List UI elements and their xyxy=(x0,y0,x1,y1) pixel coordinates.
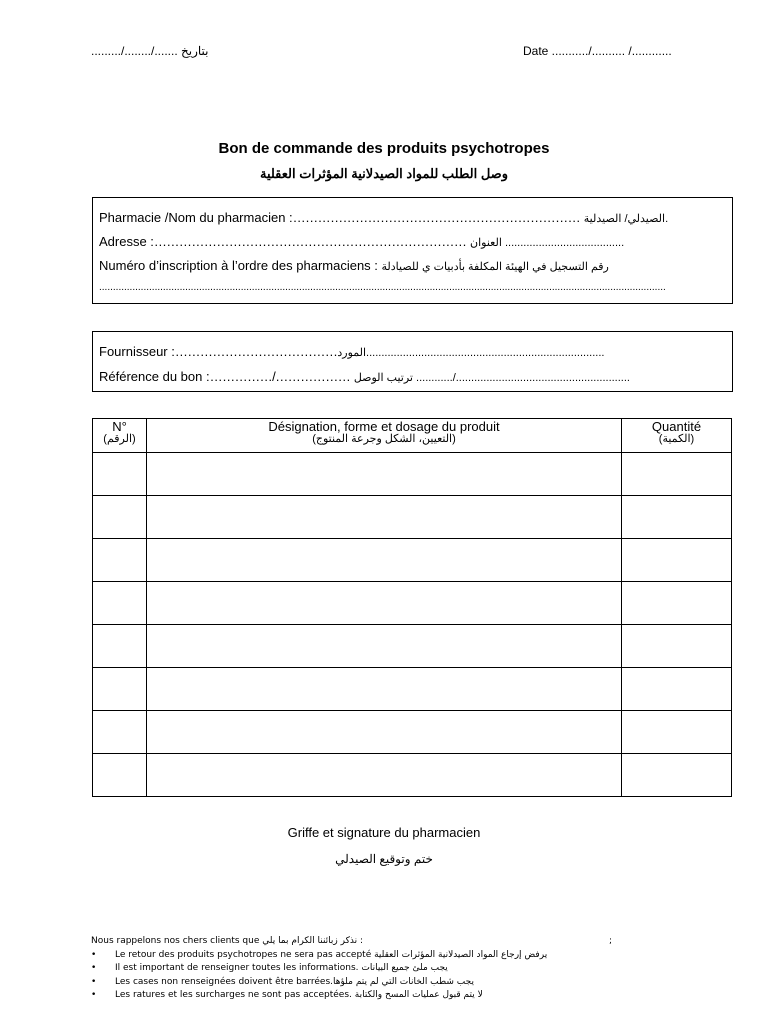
list-item xyxy=(91,962,631,976)
quantity-cell[interactable] xyxy=(622,539,732,582)
designation-cell[interactable] xyxy=(147,754,622,797)
quantity-cell[interactable] xyxy=(622,711,732,754)
inscription-row xyxy=(99,258,609,273)
designation-cell[interactable] xyxy=(147,711,622,754)
header-designation-label: Désignation, forme et dosage du produit xyxy=(268,419,500,434)
designation-cell[interactable] xyxy=(147,582,622,625)
signature-label-arabic: ختم وتوقيع الصيدلي xyxy=(335,852,433,866)
quantity-cell[interactable] xyxy=(622,668,732,711)
reference-label-arabic: ترتيب الوصل ............/......................................................... xyxy=(353,372,630,384)
supplier-dots: ………………………………… xyxy=(174,344,338,359)
list-item xyxy=(91,976,631,990)
quantity-cell[interactable] xyxy=(622,625,732,668)
notes-intro-row xyxy=(91,935,631,949)
table-row xyxy=(93,754,732,797)
address-dots: ………………………………………………………………… xyxy=(153,234,467,249)
notes-section xyxy=(91,935,631,1003)
number-cell[interactable] xyxy=(93,668,147,711)
number-cell[interactable] xyxy=(93,582,147,625)
inscription-dotted-line: ............................................................................................................................................................................................................ xyxy=(99,282,666,293)
bullet-icon: • xyxy=(91,963,97,973)
date-field-arabic: بتاريخ ......./......../......... xyxy=(91,44,209,58)
designation-cell[interactable] xyxy=(147,453,622,496)
header-quantity xyxy=(622,419,732,453)
number-cell[interactable] xyxy=(93,539,147,582)
header-quantity-label-arabic: (الكمية) xyxy=(658,433,695,445)
supplier-label-arabic: المورد.............................................................................. xyxy=(337,347,605,359)
list-item xyxy=(91,949,631,963)
designation-cell[interactable] xyxy=(147,625,622,668)
pharmacy-info-box xyxy=(92,197,733,304)
header-number xyxy=(93,419,147,453)
note-text: Il est important de renseigner toutes les informations. يجب ملئ جميع البيانات xyxy=(115,963,448,973)
quantity-cell[interactable] xyxy=(622,496,732,539)
header-designation-label-arabic: (التعيين، الشكل وجرعة المنتوج) xyxy=(312,433,456,445)
signature-label-french: Griffe et signature du pharmacien xyxy=(287,825,481,840)
inscription-label-arabic: رقم التسجيل في الهيئة المكلفة بأدبيات ي للصيادلة xyxy=(381,261,609,273)
number-cell[interactable] xyxy=(93,625,147,668)
reference-row xyxy=(99,369,630,384)
quantity-cell[interactable] xyxy=(622,754,732,797)
date-field-french: Date .........../.......... /............ xyxy=(523,44,672,58)
header-quantity-label: Quantité xyxy=(651,419,702,434)
number-cell[interactable] xyxy=(93,711,147,754)
supplier-label: Fournisseur : xyxy=(99,344,175,359)
reference-label: Référence du bon : xyxy=(99,369,210,384)
list-item xyxy=(91,989,631,1003)
table-row xyxy=(93,496,732,539)
bullet-icon: • xyxy=(91,949,97,960)
note-text: Le retour des produits psychotropes ne sera pas accepté يرفض إرجاع المواد الصيدلانية المؤثرات العقلية xyxy=(115,949,548,960)
table-header-row xyxy=(93,419,732,453)
document-title-french: Bon de commande des produits psychotropes xyxy=(218,140,550,157)
address-label-arabic: العنوان ....................................... xyxy=(470,237,625,249)
address-row xyxy=(99,234,624,249)
reference-dots: ……………/……………… xyxy=(209,369,351,384)
supplier-row xyxy=(99,344,604,359)
pharmacy-name-row xyxy=(99,210,668,225)
number-cell[interactable] xyxy=(93,453,147,496)
header-number-label: N° xyxy=(112,419,127,434)
notes-semicolon: ; xyxy=(609,936,613,946)
supplier-info-box xyxy=(92,331,733,392)
number-cell[interactable] xyxy=(93,754,147,797)
inscription-label: Numéro d’inscription à l’ordre des pharmaciens : xyxy=(99,258,378,273)
bullet-icon: • xyxy=(91,990,97,1000)
notes-list xyxy=(91,949,631,1003)
table-row xyxy=(93,711,732,754)
quantity-cell[interactable] xyxy=(622,582,732,625)
document-title-arabic: وصل الطلب للمواد الصيدلانية المؤثرات العقلية xyxy=(259,166,508,181)
designation-cell[interactable] xyxy=(147,539,622,582)
products-table xyxy=(92,418,732,797)
table-row xyxy=(93,453,732,496)
table-row xyxy=(93,539,732,582)
note-text: Les ratures et les surcharges ne sont pas acceptées. لا يتم قبول عمليات المسح والكتابة xyxy=(115,990,483,1000)
number-cell[interactable] xyxy=(93,496,147,539)
header-designation xyxy=(147,419,622,453)
table-row xyxy=(93,582,732,625)
table-row xyxy=(93,625,732,668)
table-row xyxy=(93,668,732,711)
note-text: Les cases non renseignées doivent être barrées.يجب شطب الخانات التي لم يتم ملؤها xyxy=(115,976,474,987)
pharmacy-name-dots: …………………………………………………………… xyxy=(292,210,581,225)
pharmacy-name-label: Pharmacie /Nom du pharmacien : xyxy=(99,210,293,225)
notes-intro: Nous rappelons nos chers clients que نذكر زبائننا الكرام بما يلي : xyxy=(91,936,364,946)
header-number-label-arabic: (الرقم) xyxy=(103,433,136,445)
designation-cell[interactable] xyxy=(147,496,622,539)
designation-cell[interactable] xyxy=(147,668,622,711)
bullet-icon: • xyxy=(91,976,97,987)
pharmacy-name-label-arabic: الصيدلي/ الصيدلية. xyxy=(583,213,669,225)
address-label: Adresse : xyxy=(99,234,154,249)
quantity-cell[interactable] xyxy=(622,453,732,496)
